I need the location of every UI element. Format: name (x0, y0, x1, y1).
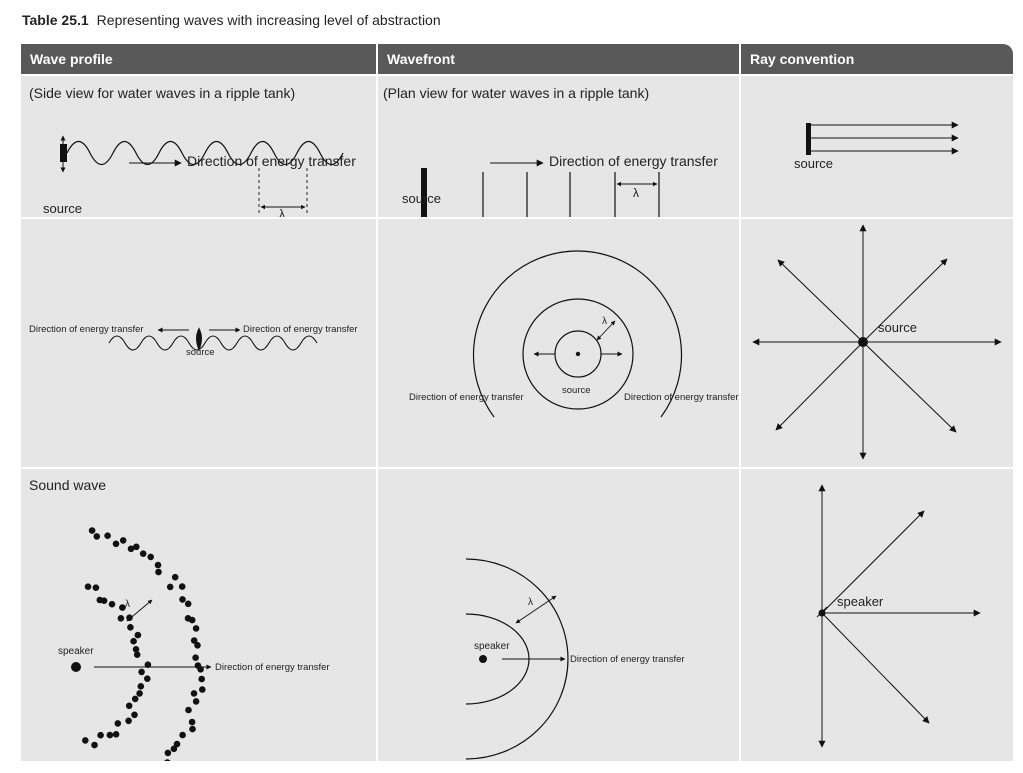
compression-dot (179, 583, 186, 590)
table-header (21, 44, 1013, 74)
compression-dot (127, 624, 134, 631)
sound-wave-diagram (21, 469, 376, 761)
direction-label: Direction of energy transfer (187, 153, 356, 169)
speaker-label: speaker (837, 594, 884, 609)
ray (863, 342, 956, 432)
compression-dot (126, 703, 133, 710)
compression-dot (107, 732, 114, 739)
side-view-wave-diagram (21, 76, 376, 217)
cell-row2-wavefront (378, 219, 739, 467)
compression-dot (164, 759, 171, 761)
compression-dot (82, 737, 89, 744)
speaker-rays-diagram (741, 469, 1013, 761)
compression-dot (144, 675, 151, 682)
cell-row2-wave-profile (21, 219, 376, 467)
compression-dot (185, 601, 192, 608)
compression-dot (194, 642, 201, 649)
lambda-label: λ (528, 597, 533, 608)
waves-table (21, 44, 1013, 761)
lambda-label: λ (125, 599, 130, 610)
cell-note: (Side view for water waves in a ripple tank) (29, 85, 296, 101)
compression-dot (167, 584, 174, 591)
compression-dot (147, 554, 154, 561)
header-wavefront: Wavefront (387, 51, 455, 67)
compression-dots-inner (82, 583, 151, 748)
compression-dot (113, 541, 120, 548)
lambda-label: λ (633, 186, 639, 200)
direction-label: Direction of energy transfer (549, 153, 718, 169)
lambda-label: λ (602, 316, 607, 327)
cell-row1-wave-profile (21, 76, 376, 217)
source-block (198, 331, 201, 347)
direction-label-right: Direction of energy transfer (624, 392, 739, 403)
compression-dot (97, 732, 104, 739)
compression-dot (193, 625, 200, 632)
lambda-label: λ (279, 207, 285, 217)
compression-dot (125, 718, 132, 725)
compression-dot (135, 632, 142, 639)
source-dot (858, 337, 868, 347)
compression-dot (93, 584, 100, 591)
source-label: source (878, 320, 918, 335)
direction-label: Direction of energy transfer (215, 662, 330, 673)
speaker-dot (71, 662, 81, 672)
sound-wavefront-diagram (378, 469, 739, 761)
compression-dot (185, 707, 192, 714)
compression-dot (199, 686, 206, 693)
speaker-dot (479, 655, 487, 663)
table-title: Representing waves with increasing level of abstraction (96, 12, 441, 28)
compression-dot (172, 574, 179, 581)
direction-label-left: Direction of energy transfer (29, 324, 144, 335)
source-label: source (562, 385, 591, 396)
compression-dot (138, 669, 145, 676)
compression-dot (94, 533, 101, 540)
compression-dot (179, 596, 186, 603)
compression-dot (134, 651, 141, 658)
compression-dot (140, 550, 147, 557)
compression-dot (126, 614, 133, 621)
compression-dot (109, 601, 116, 608)
ray (822, 613, 929, 723)
radial-rays-diagram (741, 219, 1013, 467)
compression-dot (136, 690, 143, 697)
compression-dot (89, 527, 96, 534)
compression-dot (189, 719, 196, 726)
compression-dot (101, 597, 108, 604)
compression-dot (113, 731, 120, 738)
compression-dot (132, 696, 139, 703)
circular-wavefront-diagram (378, 219, 739, 467)
header-ray-convention: Ray convention (750, 51, 855, 67)
source-label: source (794, 156, 834, 171)
compression-dot (165, 750, 172, 757)
direction-label-left: Direction of energy transfer (409, 392, 524, 403)
compression-dot (189, 726, 196, 733)
cell-row1-ray (741, 76, 1013, 217)
cell-row3-wave-profile (21, 469, 376, 761)
direction-label-right: Direction of energy transfer (243, 324, 358, 335)
speaker-dot (819, 610, 826, 617)
cell-row3-ray (741, 469, 1013, 761)
cell-row3-wavefront (378, 469, 739, 761)
compression-dot (118, 615, 125, 622)
compression-dot (193, 698, 200, 705)
speaker-label: speaker (474, 641, 510, 652)
compression-dot (198, 676, 205, 683)
compression-dot (189, 617, 196, 624)
compression-dot (191, 690, 198, 697)
compression-dot (85, 583, 92, 590)
source-label: source (186, 347, 215, 358)
direction-label: Direction of energy transfer (570, 654, 685, 665)
compression-dot (138, 683, 145, 690)
compression-dot (131, 712, 138, 719)
compression-dot (192, 654, 199, 661)
source-bar (806, 123, 811, 155)
cell-row1-wavefront (378, 76, 739, 217)
lambda-arrow (516, 596, 556, 623)
compression-dot (171, 746, 178, 753)
circular-wave-profile-diagram (21, 219, 376, 467)
compression-dot (133, 544, 140, 551)
source-dot (576, 352, 580, 356)
cell-note: (Plan view for water waves in a ripple tank) (383, 85, 650, 101)
compression-dot (115, 720, 122, 727)
compression-dots-outer (88, 527, 206, 761)
cell-row2-ray (741, 219, 1013, 467)
compression-dot (155, 569, 162, 576)
compression-dot (104, 532, 111, 539)
speaker-label: speaker (58, 646, 94, 657)
source-label: source (402, 191, 442, 206)
table-number: Table 25.1 (22, 12, 89, 28)
cell-note: Sound wave (29, 477, 107, 493)
ray (778, 260, 863, 342)
compression-dot (179, 732, 186, 739)
compression-dot (91, 742, 98, 749)
source-label: source (43, 201, 83, 216)
lambda-arrow (127, 600, 152, 621)
header-wave-profile: Wave profile (30, 51, 113, 67)
compression-dot (130, 638, 137, 645)
table-caption (22, 12, 441, 28)
compression-dot (155, 562, 162, 569)
compression-dot (120, 537, 127, 544)
parallel-rays-diagram (741, 76, 1013, 217)
ray (776, 342, 863, 430)
